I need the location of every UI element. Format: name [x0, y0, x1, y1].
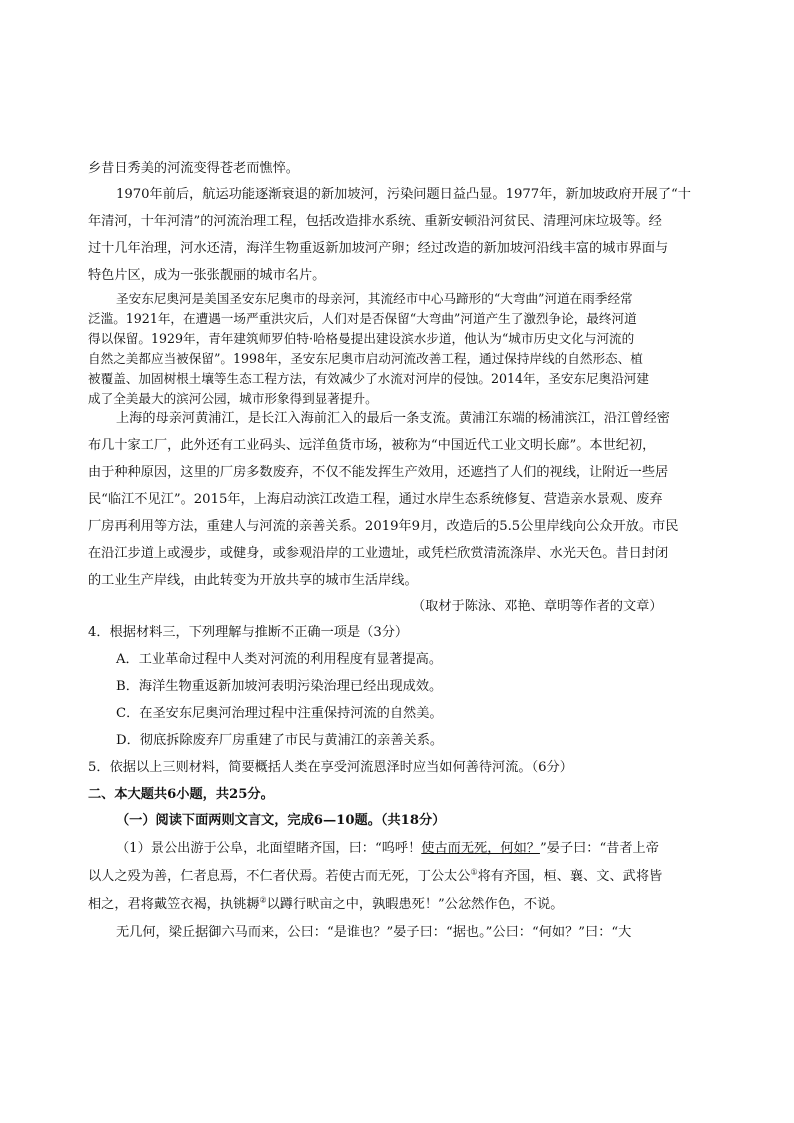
question-5-stem: 5．依据以上三则材料，简要概括人类在享受河流恩泽时应当如何善待河流。（6分） [88, 760, 573, 775]
question-4-option-d: D．彻底拆除废弃厂房重建了市民与黄浦江的亲善关系。 [116, 733, 444, 748]
classical-paragraph-1-line-1 [116, 840, 659, 858]
underlined-phrase: 使古而无死，何如？ [421, 841, 540, 856]
classical-paragraph-1-line-2 [88, 868, 662, 886]
classical-paragraph-1-line-3 [88, 896, 563, 914]
classical-text: 将有齐国，桓、襄、文、武将皆 [477, 869, 663, 884]
paragraph-huangpu-line-6: 在沿江步道上或漫步，或健身，或参观沿岸的工业遗址，或凭栏欣赏清流涤岸、水光天色。昔日封闭 [88, 546, 669, 561]
paragraph-huangpu-line-3: 由于种种原因，这里的厂房多数废弃，不仅不能发挥生产效用，还遮挡了人们的视线，让附近一些居 [88, 465, 669, 480]
paragraph-singapore-line-3: 过十几年治理，河水还清，海洋生物重返新加坡河产卵；经过改造的新加坡河沿线丰富的城市界面与 [88, 241, 669, 256]
classical-text: 以人之殁为善，仁者息焉，不仁者伏焉。若使古而无死，丁公太公 [88, 869, 471, 884]
paragraph-huangpu-line-2: 布几十家工厂，此外还有工业码头、远洋鱼货市场，被称为“中国近代工业文明长廊”。本世纪初， [88, 438, 656, 453]
paragraph-continuation-line: 乡昔日秀美的河流变得苍老而憔悴。 [88, 161, 299, 176]
classical-text: 以蹲行畎亩之中，孰暇患死！”公忿然作色，不说。 [266, 897, 564, 912]
classical-text: 相之，君将戴笠衣褐，执铫耨 [88, 897, 260, 912]
paragraph-san-antonio-line-6: 成了全美最大的滨河公园，城市形象得到显著提升。 [88, 391, 378, 406]
classical-text: ”晏子曰：“昔者上帝 [539, 841, 659, 856]
classical-text: （1）景公出游于公阜，北面望睹齐国，曰：“呜呼！ [116, 841, 422, 856]
paragraph-san-antonio-line-3: 得以保留。1929年，青年建筑师罗伯特·哈格曼提出建设滨水步道，他认为“城市历史文化与河流的 [88, 331, 635, 346]
question-4-option-c: C．在圣安东尼奥河治理过程中注重保持河流的自然美。 [116, 706, 443, 721]
paragraph-san-antonio-line-4: 自然之美都应当被保留”。1998年，圣安东尼奥市启动河流改善工程，通过保持岸线的自然形态、植 [88, 351, 643, 366]
question-4-stem: 4．根据材料三，下列理解与推断不正确一项是（3分） [88, 625, 409, 640]
section-2-title: 二、本大题共6小题，共25分。 [88, 787, 274, 802]
question-4-option-b: B．海洋生物重返新加坡河表明污染治理已经出现成效。 [116, 679, 443, 694]
paragraph-huangpu-line-4: 民“临江不见江”。2015年，上海启动滨江改造工程，通过水岸生态系统修复、营造亲水景观、废弃 [88, 492, 663, 507]
section-2-subtitle: （一）阅读下面两则文言文，完成6—10题。（共18分） [116, 813, 446, 828]
paragraph-singapore-line-4: 特色片区，成为一张张靓丽的城市名片。 [88, 268, 326, 283]
source-attribution: （取材于陈泳、邓艳、章明等作者的文章） [412, 599, 663, 614]
footnote-marker-2: ② [259, 895, 267, 905]
classical-paragraph-2-line-1: 无几何，梁丘据御六马而来，公曰：“是谁也？”晏子曰：“据也。”公曰：“何如？”曰：“大 [116, 925, 632, 940]
question-4-option-a: A．工业革命过程中人类对河流的利用程度有显著提高。 [116, 652, 443, 667]
paragraph-huangpu-line-7: 的工业生产岸线，由此转变为开放共享的城市生活岸线。 [88, 573, 418, 588]
paragraph-huangpu-line-5: 厂房再利用等方法，重建人与河流的亲善关系。2019年9月，改造后的5.5公里岸线向公众开放。市民 [88, 519, 679, 534]
paragraph-singapore-line-1: 1970年前后，航运功能逐渐衰退的新加坡河，污染问题日益凸显。1977年，新加坡政府开展了“十 [116, 187, 691, 202]
paragraph-san-antonio-line-5: 被覆盖、加固树根土壤等生态工程方法，有效减少了水流对河岸的侵蚀。2014年，圣安东尼奥沿河建 [88, 371, 649, 386]
paragraph-singapore-line-2: 年清河，十年河清”的河流治理工程，包括改造排水系统、重新安顿沿河贫民、清理河床垃圾等。经 [88, 214, 662, 229]
paragraph-huangpu-line-1: 上海的母亲河黄浦江，是长江入海前汇入的最后一条支流。黄浦江东端的杨浦滨江，沿江曾经密 [116, 411, 670, 426]
footnote-marker-1: ① [470, 867, 478, 877]
paragraph-san-antonio-line-1: 圣安东尼奥河是美国圣安东尼奥市的母亲河，其流经市中心马蹄形的“大弯曲”河道在雨季经常 [116, 291, 633, 306]
paragraph-san-antonio-line-2: 泛滥。1921年，在遭遇一场严重洪灾后，人们对是否保留“大弯曲”河道产生了激烈争论，最终河道 [88, 311, 637, 326]
